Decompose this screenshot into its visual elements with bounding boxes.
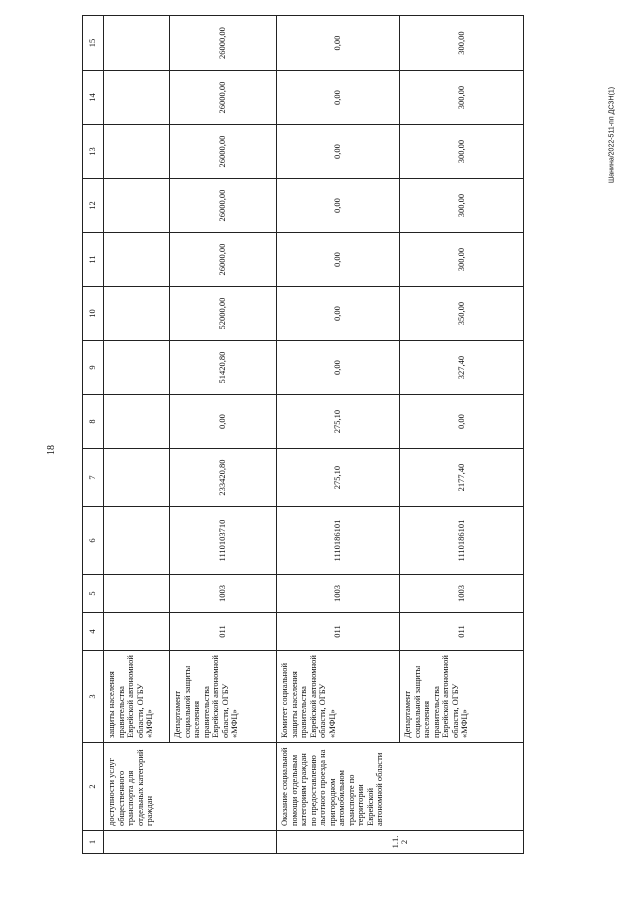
table-cell: 0,00 — [277, 233, 400, 287]
table-cell: 275,10 — [277, 395, 400, 449]
document-code: Шанина/2022-511-пп ДСЗН(1) — [608, 86, 616, 184]
table-cell: 1110186101 — [277, 507, 400, 575]
table-cell — [104, 395, 170, 449]
row-number-cell — [104, 831, 277, 854]
table-cell: 2177,40 — [400, 449, 524, 507]
table-cell — [104, 449, 170, 507]
header-cell: 15 — [83, 16, 104, 71]
table-cell: 26000,00 — [170, 179, 277, 233]
table-cell: 26000,00 — [170, 71, 277, 125]
executor-cell: Департамент социальной защиты населения правительства Еврейской автономной области, ОГБУ «МФЦ» — [170, 651, 277, 743]
table-cell — [104, 233, 170, 287]
table-cell: 233420,80 — [170, 449, 277, 507]
table-cell: 51420,80 — [170, 341, 277, 395]
table-cell: 275,10 — [277, 449, 400, 507]
table-cell: 52000,00 — [170, 287, 277, 341]
table-cell: 1003 — [170, 575, 277, 613]
table-cell: 1003 — [277, 575, 400, 613]
executor-cell: Комитет социальной защиты населения правительства Еврейской автономной области, ОГБУ «МФЦ» — [277, 651, 400, 743]
table-cell — [104, 71, 170, 125]
header-cell: 12 — [83, 179, 104, 233]
header-cell: 10 — [83, 287, 104, 341]
table-cell: 0,00 — [277, 179, 400, 233]
table-cell: 300,00 — [400, 71, 524, 125]
header-cell: 5 — [83, 575, 104, 613]
header-cell: 2 — [83, 743, 104, 831]
table-cell: 300,00 — [400, 233, 524, 287]
table-cell: 26000,00 — [170, 125, 277, 179]
header-cell: 8 — [83, 395, 104, 449]
table-cell — [104, 125, 170, 179]
header-cell: 7 — [83, 449, 104, 507]
table-cell: 1003 — [400, 575, 524, 613]
executor-cell: защиты населения правительства Еврейской автономной области, ОГБУ «МФЦ» — [104, 651, 170, 743]
table-cell: 0,00 — [277, 287, 400, 341]
table-cell — [104, 341, 170, 395]
rotated-table-container — [82, 26, 574, 854]
row-number-cell: 1.1.2 — [277, 831, 524, 854]
table-cell: 0,00 — [400, 395, 524, 449]
table-cell: 327,40 — [400, 341, 524, 395]
table-cell: 300,00 — [400, 125, 524, 179]
header-cell: 4 — [83, 613, 104, 651]
header-cell: 1 — [83, 831, 104, 854]
header-cell: 3 — [83, 651, 104, 743]
event-name-cell: доступности услуг общественного транспорта для отдельных категорий граждан — [104, 743, 277, 831]
table-cell — [104, 575, 170, 613]
table-row — [170, 16, 277, 854]
table-cell: 300,00 — [400, 16, 524, 71]
header-row — [83, 16, 104, 854]
table-cell: 011 — [400, 613, 524, 651]
budget-table — [82, 15, 524, 854]
table-cell — [104, 507, 170, 575]
table-row — [400, 16, 524, 854]
table-cell: 1110103710 — [170, 507, 277, 575]
header-cell: 13 — [83, 125, 104, 179]
table-cell: 011 — [170, 613, 277, 651]
table-row — [104, 16, 170, 854]
table-cell — [104, 179, 170, 233]
table-cell: 300,00 — [400, 179, 524, 233]
header-cell: 14 — [83, 71, 104, 125]
table-cell — [104, 16, 170, 71]
table-row — [277, 16, 400, 854]
table-cell — [104, 613, 170, 651]
header-cell: 9 — [83, 341, 104, 395]
executor-cell: Департамент социальной защиты населения правительства Еврейской автономной области, ОГБУ «МФЦ» — [400, 651, 524, 743]
event-name-cell: Оказание социальной помощи отдельным категориям граждан по предоставлению льготного проезда на пригородном автомобильном транспорте по территории Еврейской автономной области — [277, 743, 524, 831]
header-cell: 11 — [83, 233, 104, 287]
table-cell: 0,00 — [277, 16, 400, 71]
table-cell: 0,00 — [277, 71, 400, 125]
table-cell: 011 — [277, 613, 400, 651]
page-number: 18 — [46, 445, 57, 455]
table-cell: 0,00 — [277, 125, 400, 179]
table-cell: 1110186101 — [400, 507, 524, 575]
table-cell: 350,00 — [400, 287, 524, 341]
table-cell — [104, 287, 170, 341]
table-cell: 0,00 — [170, 395, 277, 449]
table-cell: 26000,00 — [170, 16, 277, 71]
table-cell: 0,00 — [277, 341, 400, 395]
table-cell: 26000,00 — [170, 233, 277, 287]
header-cell: 6 — [83, 507, 104, 575]
